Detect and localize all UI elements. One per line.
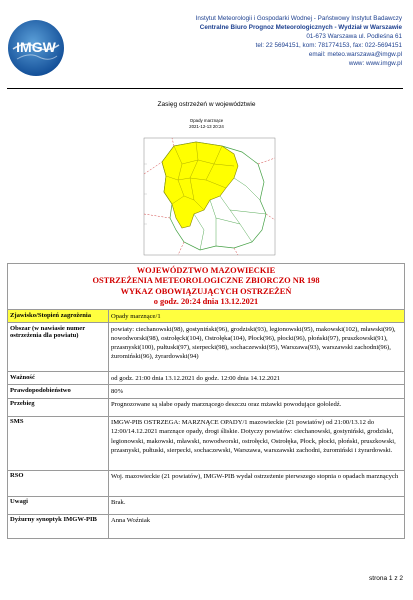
voivodeship-map (134, 134, 279, 258)
map-title: Zasięg ostrzeżeń w województwie (157, 101, 256, 108)
institute-name: Instytut Meteorologii i Gospodarki Wodnej - Państwowy Instytut Badawczy (195, 15, 402, 22)
warning-title-region: WOJEWÓDZTWO MAZOWIECKIE (136, 265, 276, 275)
row-value: od godz. 21:00 dnia 13.12.2021 do godz. 12:00 dnia 14.12.2021 (109, 372, 405, 385)
table-row (8, 372, 405, 385)
address: 01-673 Warszawa ul. Podleśna 61 (306, 33, 402, 40)
header-divider (7, 88, 403, 89)
table-row (8, 470, 405, 496)
table-row (8, 398, 405, 416)
warning-header (8, 264, 405, 310)
map-caption (134, 118, 279, 129)
map-caption-phenomenon: Opady marznące (189, 118, 224, 123)
imgw-logo (7, 19, 65, 77)
table-row (8, 416, 405, 470)
phone-fax: tel: 22 5694151, kom: 781774153, fax: 022-5694151 (255, 42, 402, 49)
row-label: Zjawisko/Stopień zagrożenia (8, 310, 109, 323)
website: www: www.imgw.pl (348, 60, 402, 67)
row-label: Uwagi (8, 496, 109, 514)
row-value: Brak. (109, 496, 405, 514)
warning-title-time: o godz. 20:24 dnia 13.12.2021 (153, 297, 259, 306)
row-value: 80% (109, 385, 405, 398)
warning-title-list: WYKAZ OBOWIĄZUJĄCYCH OSTRZEŻEŃ (120, 286, 292, 296)
row-value: Anna Woźniak (109, 514, 405, 538)
email: email: meteo.warszawa@imgw.pl (308, 51, 402, 58)
warning-map (134, 118, 279, 258)
row-label: Dyżurny synoptyk IMGW-PIB (8, 514, 109, 538)
row-value: Woj. mazowieckie (21 powiatów), IMGW-PIB wydał ostrzeżenie pierwszego stopnia o opadach marznących (109, 470, 405, 496)
row-label: Przebieg (8, 398, 109, 416)
row-value: powiaty: ciechanowski(98), gostyniński(96), grodziski(93), legionowski(95), makowski(102), mławski(99), nowodworski(98), ostrołęcki(104), Ostrołęka(104), Płock(96), płocki(96), płoński(97), pruszkowski(91), przasnyski(100), pułtuski(97), sierpecki(98), sochaczewski(95), Warszawa(93), warszawski zachodni(96), żuromiński(96), żyrardowski(94) (109, 323, 405, 372)
row-label: Prawdopodobieństwo (8, 385, 109, 398)
table-row (8, 514, 405, 538)
row-label: RSO (8, 470, 109, 496)
table-row (8, 323, 405, 372)
table-row (8, 385, 405, 398)
row-value: Opady marznące/1 (109, 310, 405, 323)
map-caption-datetime: 2021-12-13 20:24 (189, 123, 224, 129)
institution-header (72, 14, 402, 68)
department-name: Centralne Biuro Prognoz Meteorologicznych - Wydział w Warszawie (199, 24, 402, 31)
row-label: Obszar (w nawiasie numer ostrzeżenia dla powiatu) (8, 323, 109, 372)
row-label: SMS (8, 416, 109, 470)
warning-title-number: OSTRZEŻENIA METEOROLOGICZNE ZBIORCZO NR 198 (92, 276, 320, 285)
warning-table (7, 263, 405, 539)
row-value: IMGW-PIB OSTRZEGA: MARZNĄCE OPADY/1 mazowieckie (21 powiatów) od 21:00/13.12 do 12:00/14.12.2021 marznące opady, drogi śliskie. Dotyczy powiatów: ciechanowski, gostyniński, grodziski, legionowski, makowski, mławski, nowodworski, ostrołęcki, Ostrołęka, Płock, płocki, płoński, pruszkowski, przasnyski, pułtuski, sierpecki, sochaczewski, Warszawa, warszawski zachodni, żuromiński i żyrardowski. (109, 416, 405, 470)
row-label: Ważność (8, 372, 109, 385)
table-row (8, 310, 405, 323)
logo-text: IMGW (16, 39, 56, 55)
page-number: strona 1 z 2 (369, 575, 403, 582)
row-value: Prognozowane są słabe opady marznącego deszczu oraz mżawki powodujące gołoledź. (109, 398, 405, 416)
table-row (8, 496, 405, 514)
